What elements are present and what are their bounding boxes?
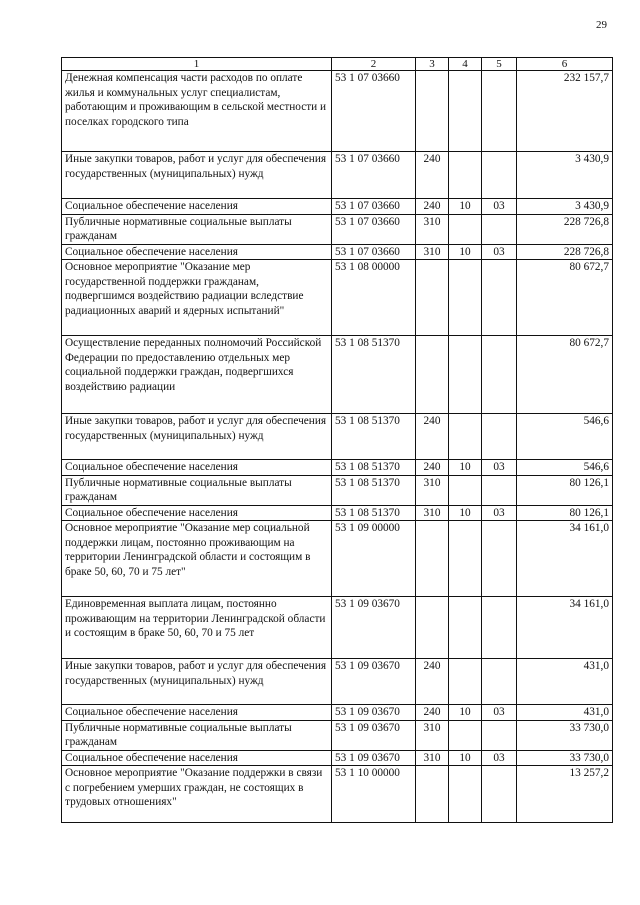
row-expense-type: 240 bbox=[416, 460, 449, 476]
table-row bbox=[62, 244, 613, 260]
row-code: 53 1 09 03670 bbox=[332, 705, 416, 721]
row-expense-type bbox=[416, 521, 449, 597]
row-section: 10 bbox=[449, 705, 482, 721]
row-name: Социальное обеспечение населения bbox=[62, 460, 332, 476]
row-code: 53 1 08 51370 bbox=[332, 336, 416, 414]
table-row bbox=[62, 152, 613, 199]
row-expense-type bbox=[416, 71, 449, 152]
row-amount: 33 730,0 bbox=[517, 720, 613, 750]
row-section bbox=[449, 659, 482, 705]
row-amount: 33 730,0 bbox=[517, 750, 613, 766]
row-section bbox=[449, 521, 482, 597]
row-name: Социальное обеспечение населения bbox=[62, 750, 332, 766]
row-section bbox=[449, 214, 482, 244]
row-code: 53 1 09 00000 bbox=[332, 521, 416, 597]
row-expense-type bbox=[416, 336, 449, 414]
row-subsection bbox=[482, 597, 517, 659]
col-header-5: 5 bbox=[482, 58, 517, 71]
row-amount: 228 726,8 bbox=[517, 244, 613, 260]
table-row bbox=[62, 659, 613, 705]
row-amount: 232 157,7 bbox=[517, 71, 613, 152]
table-row bbox=[62, 214, 613, 244]
row-expense-type: 310 bbox=[416, 505, 449, 521]
row-subsection bbox=[482, 720, 517, 750]
row-expense-type: 310 bbox=[416, 750, 449, 766]
row-name: Социальное обеспечение населения bbox=[62, 505, 332, 521]
row-code: 53 1 08 51370 bbox=[332, 414, 416, 460]
table-row bbox=[62, 336, 613, 414]
header-row bbox=[62, 58, 613, 71]
table-row bbox=[62, 414, 613, 460]
row-name: Основное мероприятие "Оказание мер государственной поддержки гражданам, подвергшимся воздействию радиации вследствие радиационных аварий и ядерных испытаний" bbox=[62, 260, 332, 336]
row-code: 53 1 08 51370 bbox=[332, 505, 416, 521]
row-subsection bbox=[482, 336, 517, 414]
table-row bbox=[62, 71, 613, 152]
row-expense-type bbox=[416, 260, 449, 336]
row-subsection bbox=[482, 659, 517, 705]
row-code: 53 1 07 03660 bbox=[332, 71, 416, 152]
row-section bbox=[449, 260, 482, 336]
row-name: Иные закупки товаров, работ и услуг для обеспечения государственных (муниципальных) нужд bbox=[62, 152, 332, 199]
row-section bbox=[449, 71, 482, 152]
row-subsection bbox=[482, 152, 517, 199]
row-expense-type: 310 bbox=[416, 720, 449, 750]
row-section bbox=[449, 720, 482, 750]
row-code: 53 1 08 51370 bbox=[332, 460, 416, 476]
row-section: 10 bbox=[449, 199, 482, 215]
row-amount: 80 126,1 bbox=[517, 505, 613, 521]
row-amount: 546,6 bbox=[517, 460, 613, 476]
row-subsection bbox=[482, 260, 517, 336]
row-section bbox=[449, 475, 482, 505]
table-row bbox=[62, 460, 613, 476]
row-code: 53 1 07 03660 bbox=[332, 152, 416, 199]
row-amount: 431,0 bbox=[517, 705, 613, 721]
row-subsection: 03 bbox=[482, 199, 517, 215]
row-name: Основное мероприятие "Оказание мер социальной поддержки лицам, постоянно проживающим на территории Ленинградской области и состоящим в браке 50, 60, 70 и 75 лет" bbox=[62, 521, 332, 597]
row-subsection: 03 bbox=[482, 460, 517, 476]
table-row bbox=[62, 766, 613, 823]
row-name: Единовременная выплата лицам, постоянно проживающим на территории Ленинградской области и состоящим в браке 50, 60, 70 и 75 лет bbox=[62, 597, 332, 659]
table-row bbox=[62, 705, 613, 721]
row-name: Публичные нормативные социальные выплаты гражданам bbox=[62, 720, 332, 750]
row-section: 10 bbox=[449, 244, 482, 260]
table-row bbox=[62, 597, 613, 659]
row-code: 53 1 07 03660 bbox=[332, 244, 416, 260]
row-expense-type: 240 bbox=[416, 414, 449, 460]
row-expense-type: 310 bbox=[416, 244, 449, 260]
row-section bbox=[449, 414, 482, 460]
row-amount: 3 430,9 bbox=[517, 152, 613, 199]
row-expense-type: 240 bbox=[416, 659, 449, 705]
row-section bbox=[449, 336, 482, 414]
row-name: Осуществление переданных полномочий Российской Федерации по предоставлению отдельных мер социальной поддержки граждан, подвергшихся воздействию радиации bbox=[62, 336, 332, 414]
row-code: 53 1 09 03670 bbox=[332, 597, 416, 659]
row-amount: 34 161,0 bbox=[517, 597, 613, 659]
row-name: Денежная компенсация части расходов по оплате жилья и коммунальных услуг специалистам, работающим и проживающим в сельской местности и поселках городского типа bbox=[62, 71, 332, 152]
row-expense-type: 310 bbox=[416, 475, 449, 505]
row-subsection bbox=[482, 71, 517, 152]
row-code: 53 1 10 00000 bbox=[332, 766, 416, 823]
row-section: 10 bbox=[449, 460, 482, 476]
row-subsection bbox=[482, 414, 517, 460]
row-code: 53 1 09 03670 bbox=[332, 720, 416, 750]
row-code: 53 1 08 51370 bbox=[332, 475, 416, 505]
row-amount: 431,0 bbox=[517, 659, 613, 705]
row-amount: 34 161,0 bbox=[517, 521, 613, 597]
row-section bbox=[449, 152, 482, 199]
row-amount: 546,6 bbox=[517, 414, 613, 460]
budget-table bbox=[61, 57, 613, 823]
row-section: 10 bbox=[449, 750, 482, 766]
table-row bbox=[62, 505, 613, 521]
row-name: Иные закупки товаров, работ и услуг для обеспечения государственных (муниципальных) нужд bbox=[62, 414, 332, 460]
table-row bbox=[62, 750, 613, 766]
row-amount: 80 672,7 bbox=[517, 336, 613, 414]
row-code: 53 1 09 03670 bbox=[332, 659, 416, 705]
table-row bbox=[62, 260, 613, 336]
row-subsection bbox=[482, 521, 517, 597]
row-subsection bbox=[482, 214, 517, 244]
row-code: 53 1 09 03670 bbox=[332, 750, 416, 766]
col-header-1: 1 bbox=[62, 58, 332, 71]
row-code: 53 1 07 03660 bbox=[332, 199, 416, 215]
table-row bbox=[62, 475, 613, 505]
page-number: 29 bbox=[596, 19, 607, 31]
row-name: Социальное обеспечение населения bbox=[62, 244, 332, 260]
row-section bbox=[449, 597, 482, 659]
row-expense-type: 310 bbox=[416, 214, 449, 244]
col-header-2: 2 bbox=[332, 58, 416, 71]
row-expense-type bbox=[416, 597, 449, 659]
row-subsection bbox=[482, 766, 517, 823]
table-row bbox=[62, 199, 613, 215]
row-amount: 3 430,9 bbox=[517, 199, 613, 215]
row-amount: 80 672,7 bbox=[517, 260, 613, 336]
row-name: Публичные нормативные социальные выплаты гражданам bbox=[62, 475, 332, 505]
row-name: Социальное обеспечение населения bbox=[62, 705, 332, 721]
col-header-6: 6 bbox=[517, 58, 613, 71]
row-subsection: 03 bbox=[482, 750, 517, 766]
row-name: Иные закупки товаров, работ и услуг для обеспечения государственных (муниципальных) нужд bbox=[62, 659, 332, 705]
row-expense-type bbox=[416, 766, 449, 823]
row-expense-type: 240 bbox=[416, 705, 449, 721]
table-row bbox=[62, 720, 613, 750]
col-header-4: 4 bbox=[449, 58, 482, 71]
row-section: 10 bbox=[449, 505, 482, 521]
row-subsection: 03 bbox=[482, 505, 517, 521]
row-name: Публичные нормативные социальные выплаты гражданам bbox=[62, 214, 332, 244]
row-name: Социальное обеспечение населения bbox=[62, 199, 332, 215]
row-code: 53 1 07 03660 bbox=[332, 214, 416, 244]
row-section bbox=[449, 766, 482, 823]
table-row bbox=[62, 521, 613, 597]
row-subsection bbox=[482, 475, 517, 505]
row-subsection: 03 bbox=[482, 244, 517, 260]
col-header-3: 3 bbox=[416, 58, 449, 71]
row-amount: 13 257,2 bbox=[517, 766, 613, 823]
row-amount: 228 726,8 bbox=[517, 214, 613, 244]
row-amount: 80 126,1 bbox=[517, 475, 613, 505]
row-expense-type: 240 bbox=[416, 199, 449, 215]
row-expense-type: 240 bbox=[416, 152, 449, 199]
row-subsection: 03 bbox=[482, 705, 517, 721]
row-name: Основное мероприятие "Оказание поддержки в связи с погребением умерших граждан, не состоящих в трудовых отношениях" bbox=[62, 766, 332, 823]
row-code: 53 1 08 00000 bbox=[332, 260, 416, 336]
